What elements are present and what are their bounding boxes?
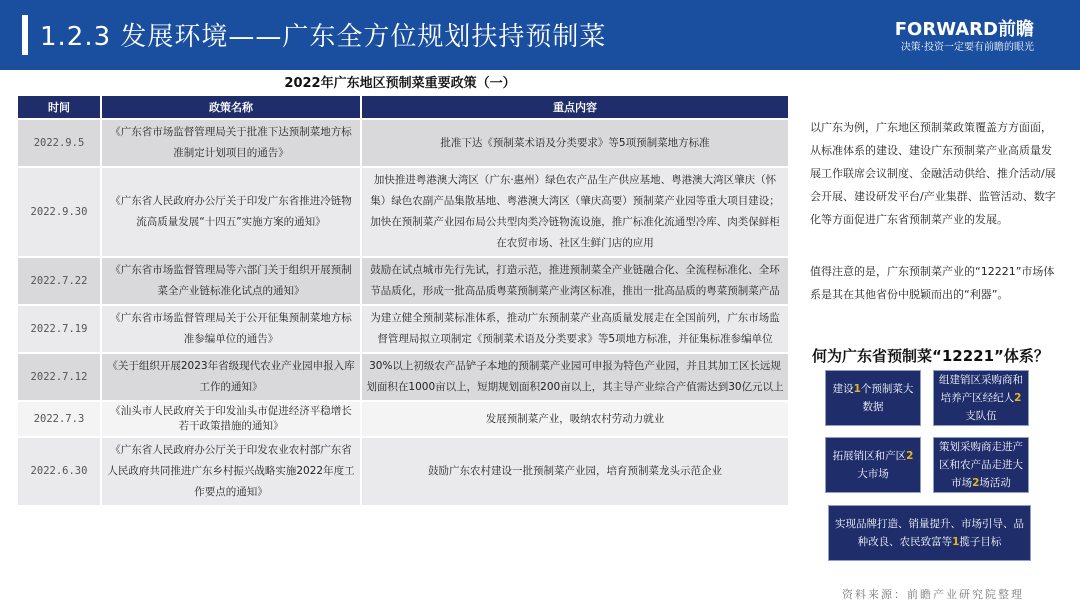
policy-name-cell: 《广东省人民政府办公厅关于印发农业农村部广东省人民政府共同推进广东乡村振兴战略实施2022年度工作要点的通知》 xyxy=(102,438,360,505)
system-box xyxy=(828,505,1031,561)
highlight-number: 2 xyxy=(972,477,980,489)
content-cell: 批准下达《预制菜术语及分类要求》等5项预制菜地方标准 xyxy=(362,120,788,166)
box-text: 场活动 xyxy=(979,477,1011,489)
table-row xyxy=(18,354,788,400)
content-cell: 加快推进粤港澳大湾区（广东·惠州）绿色农产品生产供应基地、粤港澳大湾区肇庆（怀集）绿色农副产品集散基地、粤港澳大湾区（肇庆高要）预制菜产业园等重大项目建设；加快在预制菜产业园布局公共型肉类冷链物流设施，推广标准化流通型冷库、肉类保鲜柜在农贸市场、社区生鲜门店的应用 xyxy=(362,168,788,256)
box-text: 策划采购商走进产区和农产品走进大市场 xyxy=(939,441,1023,489)
intro-paragraph: 以广东为例，广东地区预制菜政策覆盖方方面面，从标准体系的建设、建设广东预制菜产业高质量发展工作联席会议制度、金融活动供给、推介活动/展会开展、建设研发平台/产业集群、监管活动、数字化等方面促进广东省预制菜产业的发展。 xyxy=(810,121,1056,226)
date-cell: 2022.7.3 xyxy=(18,402,100,436)
table-row xyxy=(18,402,788,436)
box-text: 大市场 xyxy=(857,468,889,480)
highlight-number: 1 xyxy=(853,383,861,395)
highlight-number: 2 xyxy=(906,450,914,462)
policy-name-cell: 《广东省市场监督管理局等六部门关于组织开展预制菜全产业链标准化试点的通知》 xyxy=(102,258,360,304)
source-note: 资料来源：前瞻产业研究院整理 xyxy=(842,588,1024,601)
policy-name-cell: 《广东省人民政府办公厅关于印发广东省推进冷链物流高质量发展“十四五”实施方案的通知》 xyxy=(102,168,360,256)
policy-name-cell: 《汕头市人民政府关于印发汕头市促进经济平稳增长若干政策措施的通知》 xyxy=(102,402,360,436)
table-row xyxy=(18,168,788,256)
box-text: 建设 xyxy=(832,383,854,395)
table-row xyxy=(18,306,788,352)
content-cell: 为建立健全预制菜标准体系，推动广东预制菜产业高质量发展走在全国前列，广东市场监督管理局拟立项制定《预制菜术语及分类要求》等5项地方标准，并征集标准参编单位 xyxy=(362,306,788,352)
box-text: 揽子目标 xyxy=(959,536,1002,548)
system-box xyxy=(825,437,921,493)
box-text: 支队伍 xyxy=(965,410,997,422)
table-title: 2022年广东地区预制菜重要政策（一） xyxy=(284,76,516,91)
logo: FORWARD前瞻 xyxy=(894,19,1034,40)
content-cell: 30%以上初级农产品铲子本地的预制菜产业园可申报为特色产业园，并且其加工区长远规划面积在1000亩以上，短期规划面积200亩以上，其主导产业综合产值需达到30亿元以上 xyxy=(362,354,788,400)
column-header: 政策名称 xyxy=(102,96,360,118)
content-cell: 鼓励广东农村建设一批预制菜产业园，培育预制菜龙头示范企业 xyxy=(362,438,788,505)
policy-table xyxy=(16,94,790,507)
table-row xyxy=(18,258,788,304)
date-cell: 2022.9.5 xyxy=(18,120,100,166)
date-cell: 2022.7.19 xyxy=(18,306,100,352)
date-cell: 2022.9.30 xyxy=(18,168,100,256)
date-cell: 2022.6.30 xyxy=(18,438,100,505)
table-row xyxy=(18,120,788,166)
slogan: 决策·投资一定要有前瞻的眼光 xyxy=(900,42,1034,53)
policy-name-cell: 《关于组织开展2023年省级现代农业产业园申报入库工作的通知》 xyxy=(102,354,360,400)
box-text: 组建销区采购商和培养产区经纪人 xyxy=(939,374,1023,404)
system-question: 何为广东省预制菜“12221”体系？ xyxy=(812,347,1049,365)
table-row xyxy=(18,438,788,505)
box-text: 拓展销区和产区 xyxy=(832,450,907,462)
system-box xyxy=(933,437,1029,493)
box-text: 个预制菜大数据 xyxy=(860,383,914,413)
content-cell: 鼓励在试点城市先行先试，打造示范，推进预制菜全产业链融合化、全流程标准化、全环节品质化，形成一批高品质粤菜预制菜产业湾区标准，推出一批高品质的粤菜预制菜产品 xyxy=(362,258,788,304)
date-cell: 2022.7.12 xyxy=(18,354,100,400)
highlight-number: 2 xyxy=(1014,392,1022,404)
policy-name-cell: 《广东省市场监督管理局关于公开征集预制菜地方标准参编单位的通告》 xyxy=(102,306,360,352)
column-header: 重点内容 xyxy=(362,96,788,118)
highlight-number: 1 xyxy=(952,536,960,548)
box-text: 实现品牌打造、销量提升、市场引导、品种改良、农民致富等 xyxy=(835,518,1024,548)
system-box xyxy=(933,370,1029,426)
table-header-row xyxy=(18,96,788,118)
policy-name-cell: 《广东省市场监督管理局关于批准下达预制菜地方标准制定计划项目的通告》 xyxy=(102,120,360,166)
page-title: 1.2.3 发展环境——广东全方位规划扶持预制菜 xyxy=(40,22,607,52)
note-paragraph: 值得注意的是，广东预制菜产业的“12221”市场体系是其在其他省份中脱颖而出的“利器”。 xyxy=(810,265,1055,301)
date-cell: 2022.7.22 xyxy=(18,258,100,304)
column-header: 时间 xyxy=(18,96,100,118)
header-bar xyxy=(0,0,1080,70)
content-cell: 发展预制菜产业，吸纳农村劳动力就业 xyxy=(362,402,788,436)
system-box xyxy=(825,370,921,426)
title-accent-bar xyxy=(22,15,28,55)
